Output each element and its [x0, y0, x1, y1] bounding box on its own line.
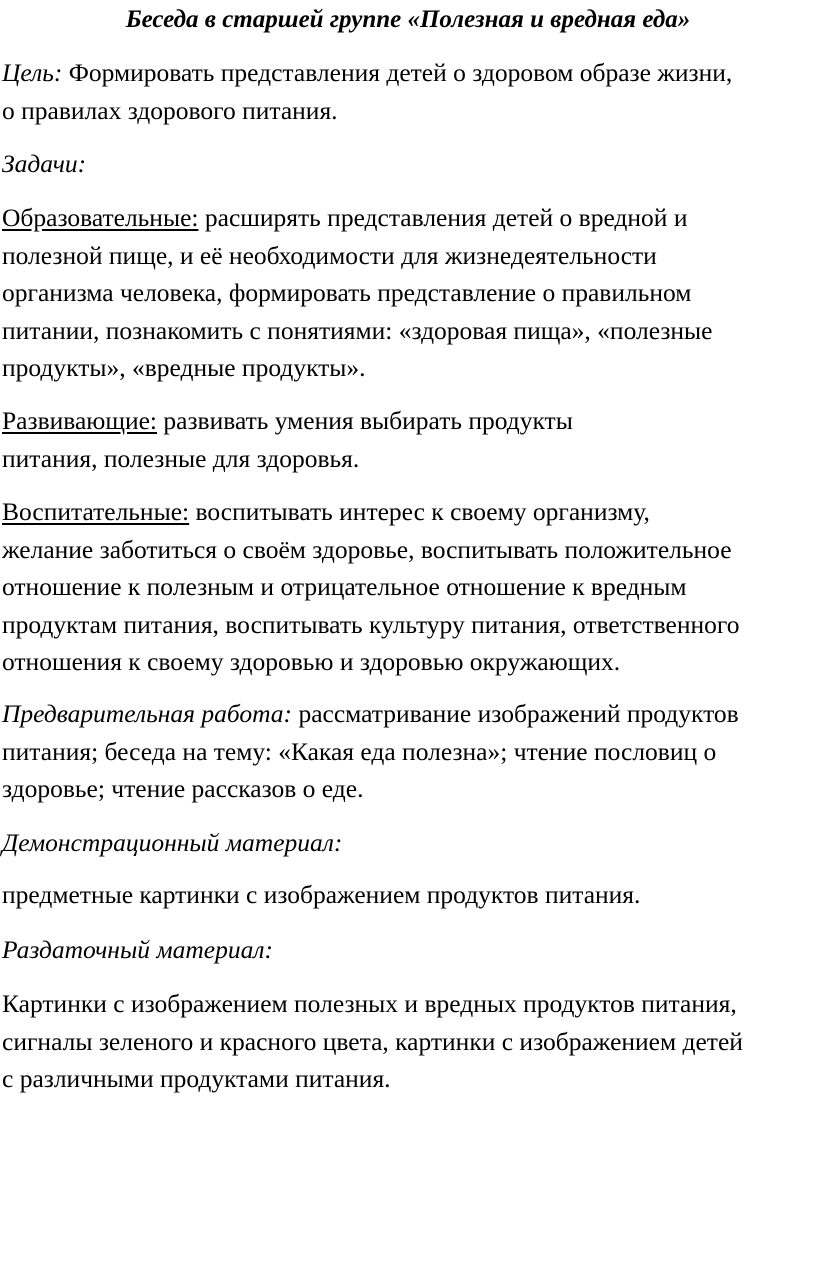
document-title: Беседа в старшей группе «Полезная и вредная еда»: [125, 6, 691, 33]
upbringing-label: Воспитательные:: [2, 497, 190, 526]
developing-line-2: питания, полезные для здоровья.: [2, 443, 360, 473]
developing-text-1: развивать умения выбирать продукты: [157, 406, 573, 435]
handout-line-2: сигналы зеленого и красного цвета, картинки с изображением детей: [2, 1026, 743, 1056]
developing-paragraph: [2, 402, 816, 477]
educational-label: Образовательные:: [2, 203, 199, 232]
developing-label: Развивающие:: [2, 406, 158, 435]
tasks-label: Задачи:: [2, 149, 87, 178]
goal-text-1: Формировать представления детей о здоровом образе жизни,: [62, 58, 733, 87]
handout-line-1: Картинки с изображением полезных и вредных продуктов питания,: [2, 989, 737, 1018]
demo-label: Демонстрационный материал:: [2, 828, 343, 857]
educational-line-3: организма человека, формировать представление о правильном: [2, 278, 692, 307]
preliminary-line-3: здоровье; чтение рассказов о еде.: [2, 774, 364, 803]
preliminary-line-1: [2, 695, 816, 733]
upbringing-line-2: желание заботиться о своём здоровье, воспитывать положительное: [2, 534, 732, 564]
developing-line-1: [2, 402, 816, 440]
preliminary-label: Предварительная работа:: [2, 699, 293, 728]
preliminary-text-1: рассматривание изображений продуктов: [292, 699, 739, 728]
educational-line-5: продукты», «вредные продукты».: [2, 353, 366, 382]
educational-text-1: расширять представления детей о вредной и: [198, 203, 688, 232]
demo-text: предметные картинки с изображением продуктов питания.: [2, 880, 641, 909]
goal-line-1: [2, 54, 816, 92]
upbringing-line-4: продуктам питания, воспитывать культуру питания, ответственного: [2, 609, 740, 639]
upbringing-line-3: отношение к полезным и отрицательное отношение к вредным: [2, 572, 687, 601]
goal-line-2: о правилах здорового питания.: [2, 95, 338, 125]
educational-line-4: питании, познакомить с понятиями: «здоровая пища», «полезные: [2, 315, 713, 345]
upbringing-line-1: [2, 493, 816, 531]
handout-line-3: с различными продуктами питания.: [2, 1064, 391, 1093]
goal-label: Цель:: [2, 58, 63, 87]
upbringing-paragraph: [2, 493, 816, 681]
handout-paragraph: [2, 985, 816, 1098]
educational-line-1: [2, 199, 816, 237]
upbringing-text-1: воспитывать интерес к своему организму,: [189, 497, 650, 526]
educational-paragraph: [2, 199, 816, 387]
goal-paragraph: [2, 54, 816, 129]
preliminary-paragraph: [2, 695, 816, 808]
educational-line-2: полезной пище, и её необходимости для жизнедеятельности: [2, 240, 657, 270]
preliminary-line-2: питания; беседа на тему: «Какая еда полезна»; чтение пословиц о: [2, 736, 717, 766]
upbringing-line-5: отношения к своему здоровью и здоровью окружающих.: [2, 647, 621, 676]
handout-label: Раздаточный материал:: [2, 935, 273, 964]
